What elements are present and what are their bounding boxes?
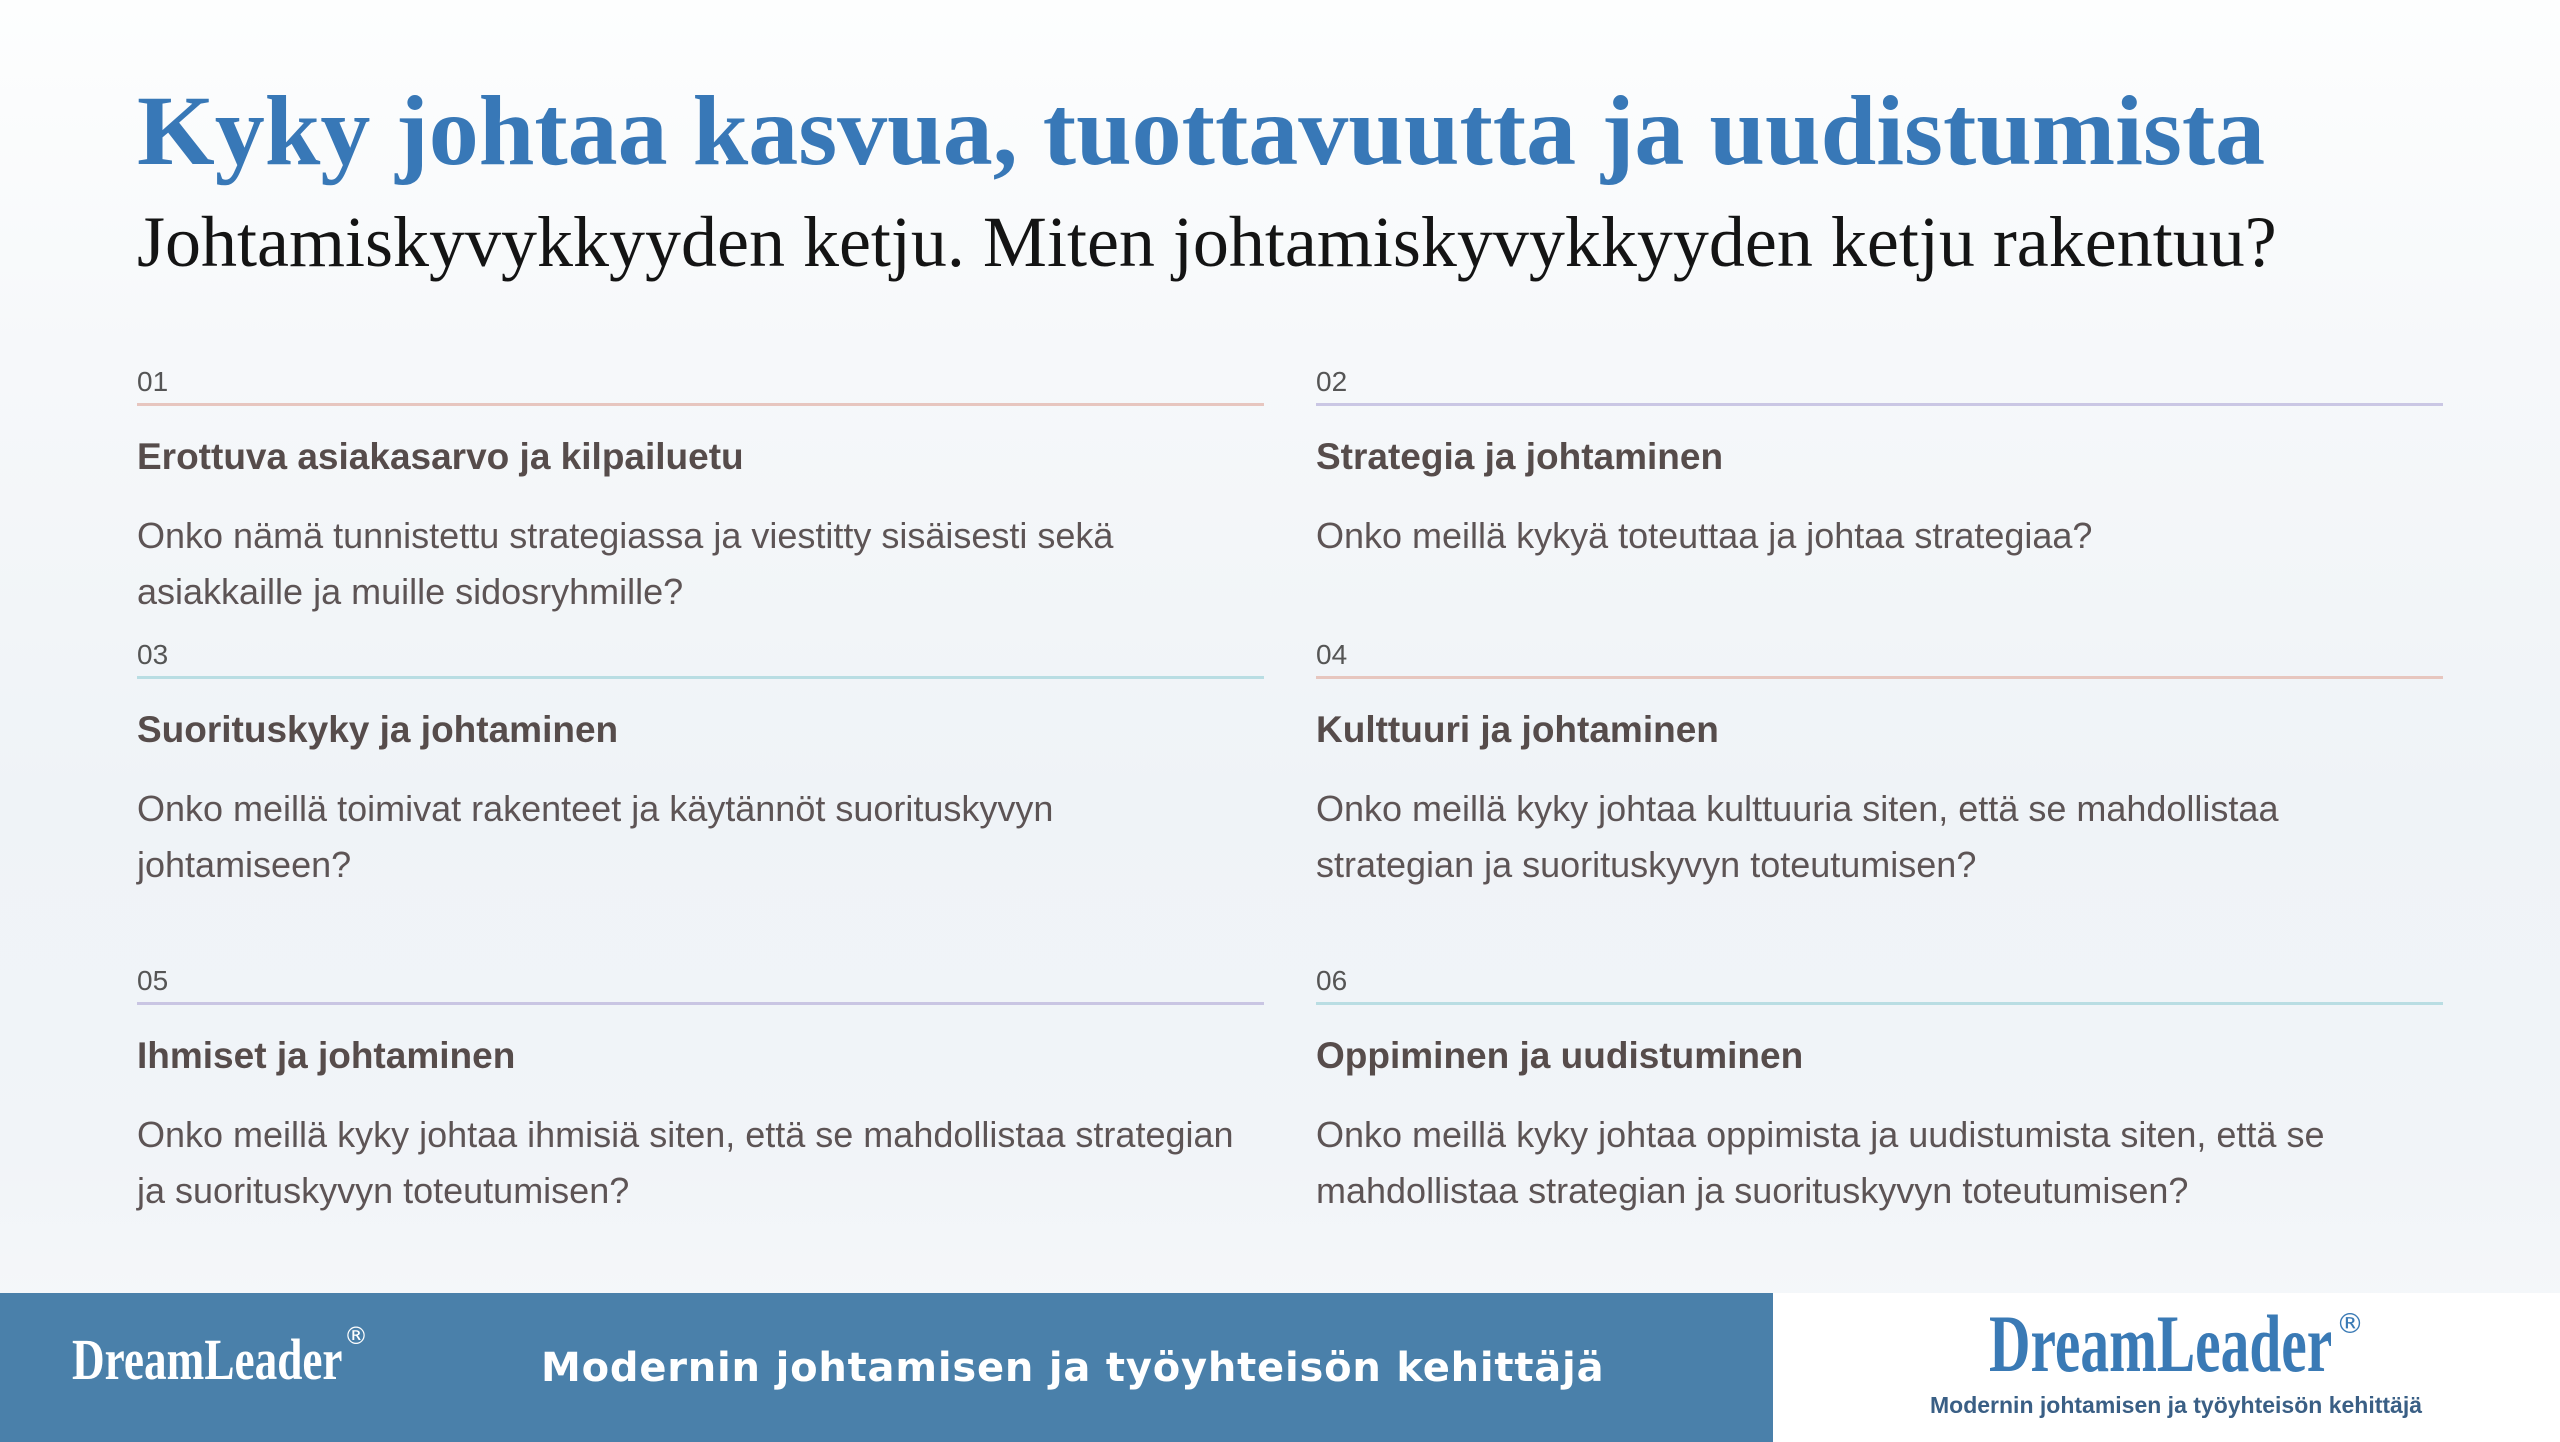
item-2	[1316, 368, 2443, 564]
item-divider	[1316, 676, 2443, 679]
item-body-line: Onko meillä kyky johtaa oppimista ja uudistumista siten, että se	[1316, 1114, 2325, 1155]
band-tagline: Modernin johtamisen ja työyhteisön kehittäjä	[541, 1345, 1605, 1391]
item-number: 06	[1316, 965, 1348, 996]
item-body	[1316, 508, 2443, 564]
item-body-line: strategian ja suorituskyvyn toteutumisen?	[1316, 843, 1977, 885]
item-divider	[137, 403, 1264, 406]
slide-subtitle: Johtamiskyvykkyyden ketju. Miten johtamiskyvykkyyden ketju rakentuu?	[137, 202, 2277, 282]
item-divider	[137, 676, 1264, 679]
item-body-line: Onko meillä toimivat rakenteet ja käytännöt suorituskyvyn	[137, 788, 1054, 829]
item-heading: Erottuva asiakasarvo ja kilpailuetu	[137, 436, 744, 477]
item-3	[137, 641, 1264, 892]
item-body-line: Onko nämä tunnistettu strategiassa ja viestitty sisäisesti sekä	[137, 515, 1114, 556]
item-body	[1316, 781, 2443, 892]
item-divider	[1316, 403, 2443, 406]
brand-registered-mark: ®	[2336, 1307, 2364, 1340]
brand-tagline: Modernin johtamisen ja työyhteisön kehittäjä	[1930, 1392, 2423, 1418]
item-body-line: johtamiseen?	[137, 843, 352, 885]
item-4	[1316, 641, 2443, 892]
item-body-line: asiakkaille ja muille sidosryhmille?	[137, 570, 684, 612]
item-heading: Oppiminen ja uudistuminen	[1316, 1035, 1804, 1076]
item-divider	[137, 1002, 1264, 1005]
band-registered-mark: ®	[344, 1322, 368, 1350]
item-1	[137, 368, 1264, 619]
item-body	[1316, 1107, 2443, 1218]
item-6	[1316, 967, 2443, 1218]
item-number: 04	[1316, 639, 1348, 670]
item-number: 05	[137, 965, 169, 996]
item-divider	[1316, 1002, 2443, 1005]
item-body-line: ja suorituskyvyn toteutumisen?	[137, 1169, 630, 1211]
item-body-line: Onko meillä kyky johtaa ihmisiä siten, että se mahdollistaa strategian	[137, 1114, 1234, 1155]
item-number: 01	[137, 366, 169, 397]
item-body-line: Onko meillä kyky johtaa kulttuuria siten, että se mahdollistaa	[1316, 788, 2279, 829]
item-number: 02	[1316, 366, 1348, 397]
item-heading: Ihmiset ja johtaminen	[137, 1035, 516, 1076]
item-heading: Kulttuuri ja johtaminen	[1316, 709, 1719, 750]
item-body-line: Onko meillä kykyä toteuttaa ja johtaa strategiaa?	[1316, 515, 2093, 556]
item-heading: Suorituskyky ja johtaminen	[137, 709, 619, 750]
item-heading: Strategia ja johtaminen	[1316, 436, 1724, 477]
slide-title: Kyky johtaa kasvua, tuottavuutta ja uudistumista	[137, 75, 2266, 186]
item-body	[137, 508, 1264, 619]
band-logo: DreamLeader	[72, 1327, 343, 1392]
item-5	[137, 967, 1264, 1218]
brand-logo: DreamLeader	[1989, 1298, 2333, 1389]
item-body	[137, 781, 1264, 892]
item-number: 03	[137, 639, 169, 670]
item-body	[137, 1107, 1264, 1218]
item-body-line: mahdollistaa strategian ja suorituskyvyn toteutumisen?	[1316, 1169, 2189, 1211]
